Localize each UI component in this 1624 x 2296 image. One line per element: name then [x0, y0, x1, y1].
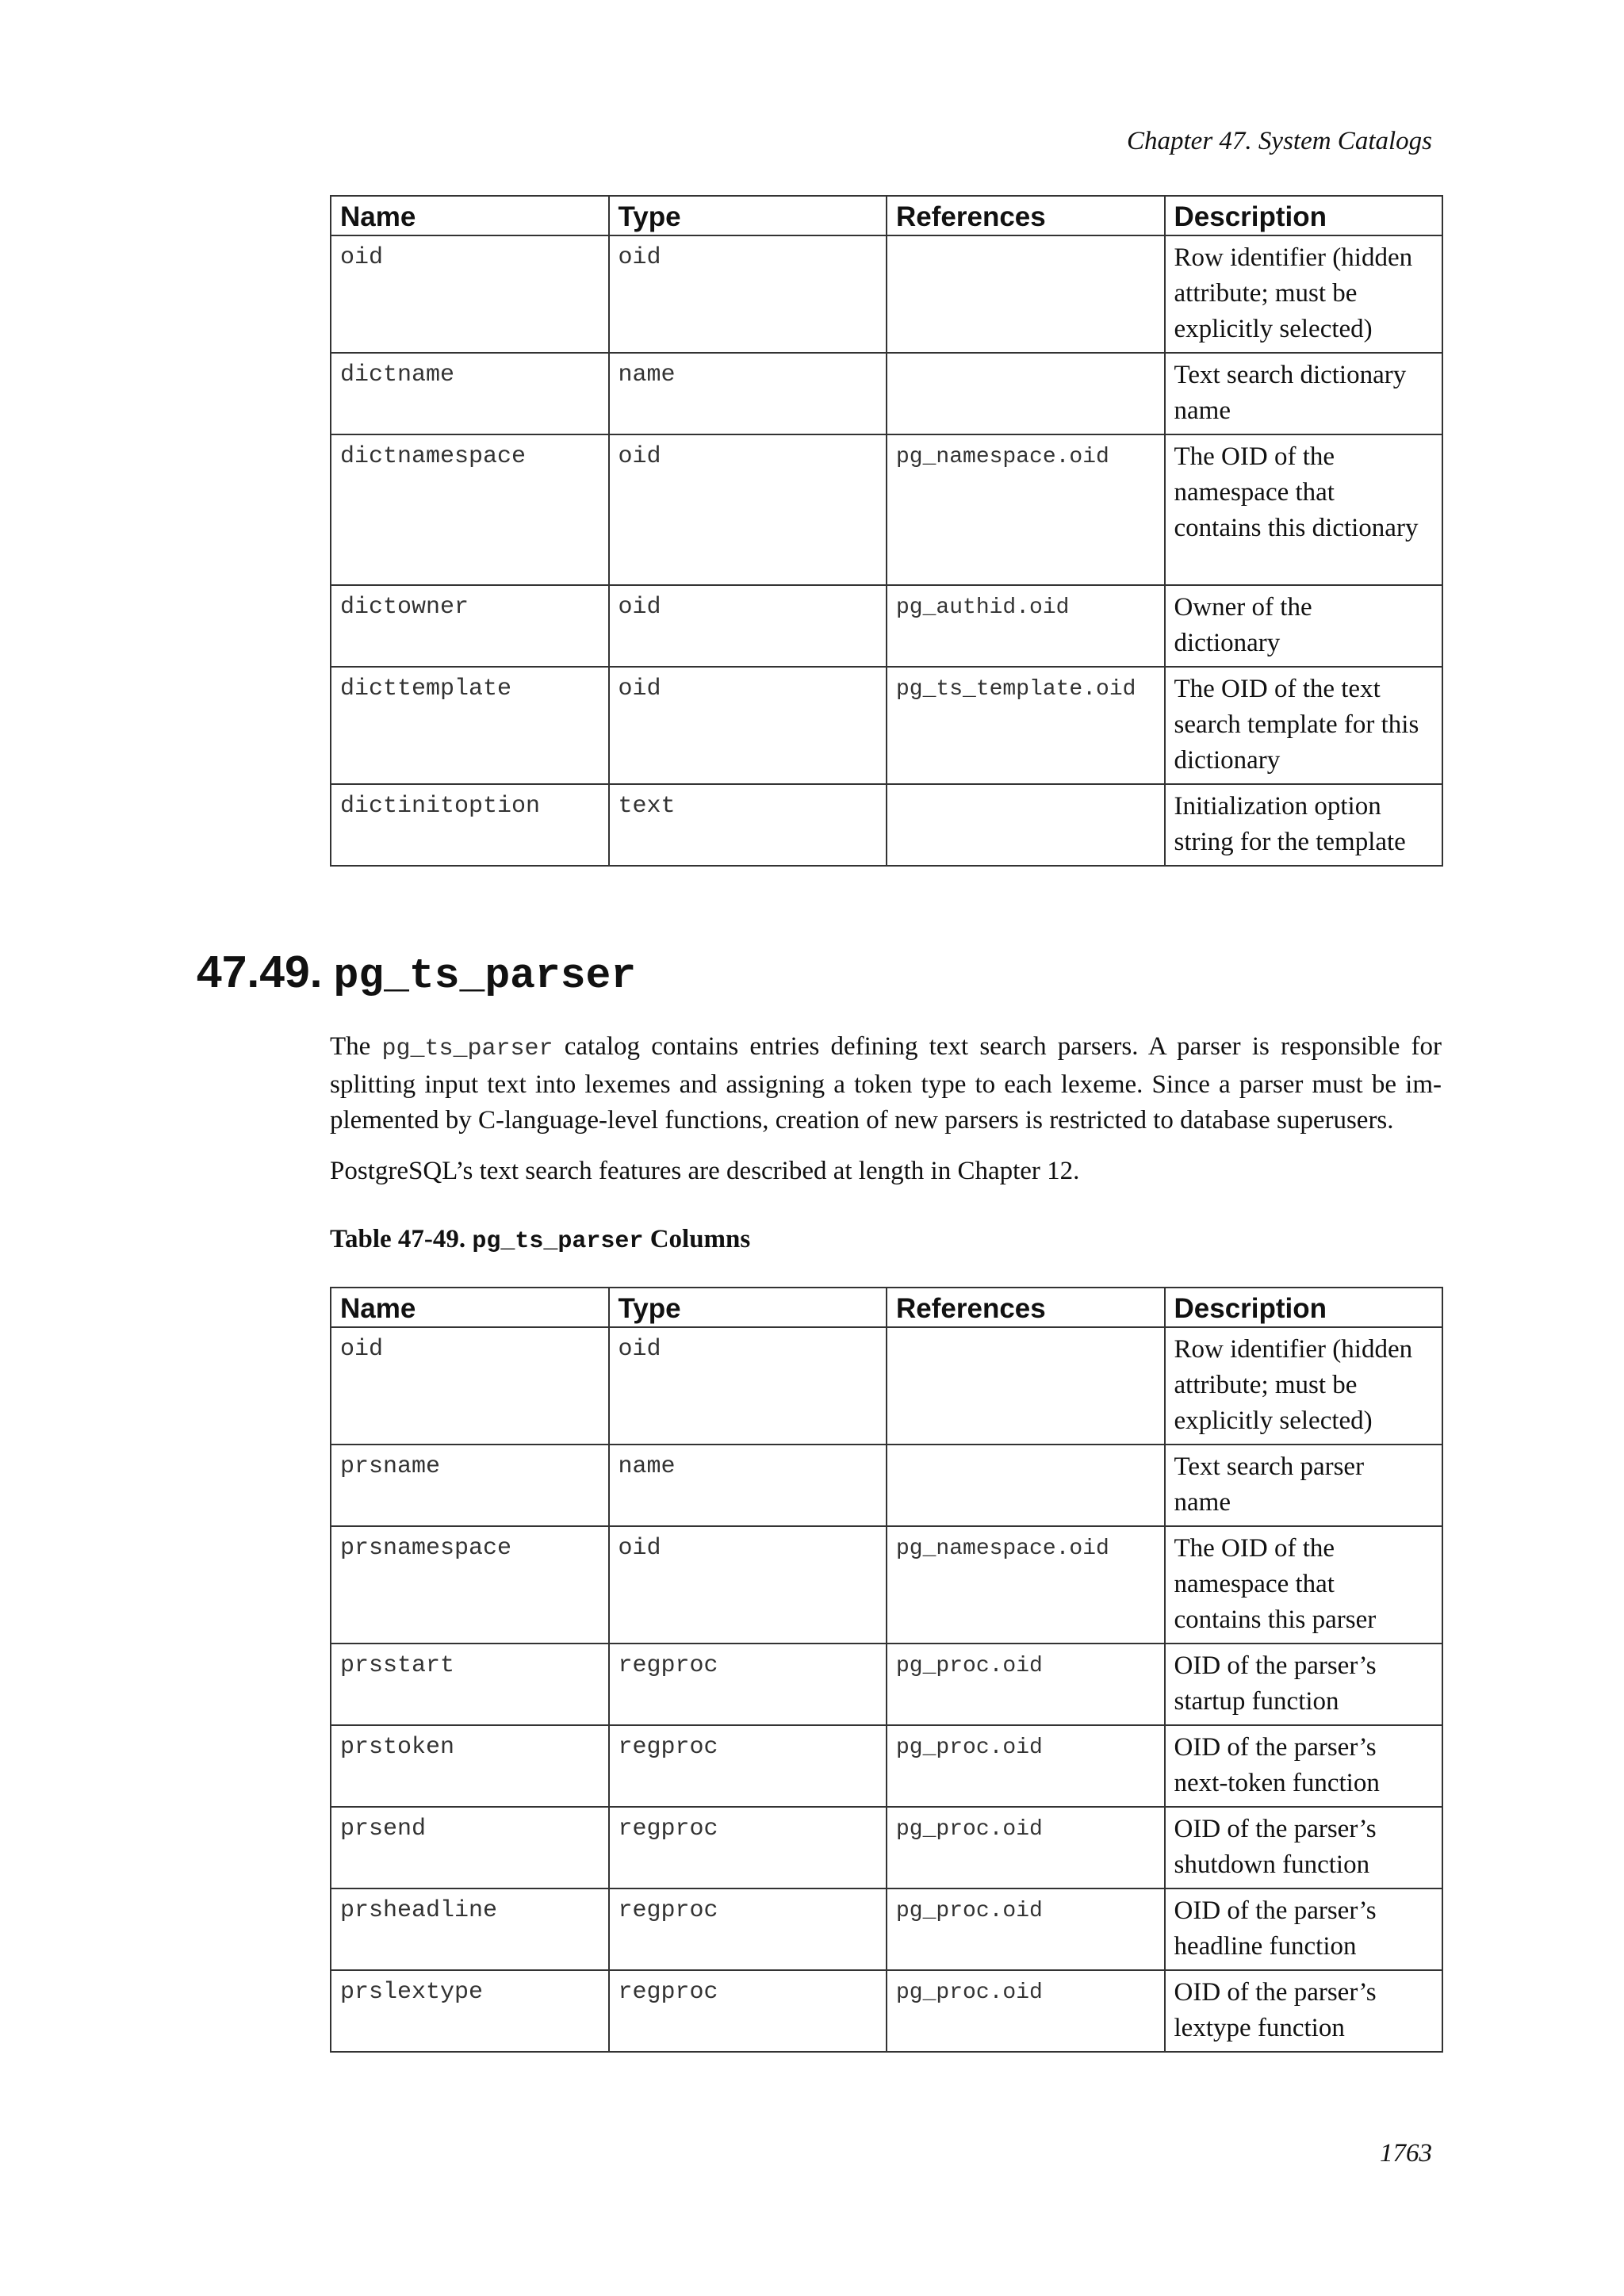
table-row [331, 235, 1442, 353]
cell-type: text [609, 784, 887, 866]
cell-references [887, 235, 1165, 353]
cell-name: prsname [331, 1445, 609, 1526]
cell-description: OID of the parser’s shutdown function [1165, 1807, 1443, 1888]
cell-type: oid [609, 235, 887, 353]
cell-name: dictowner [331, 585, 609, 667]
section-heading [197, 946, 636, 1000]
cell-description: OID of the parser’s startup function [1165, 1644, 1443, 1725]
column-header-references: References [887, 196, 1165, 235]
intro-text: catalog contains entries defining text search parsers. A parser is responsible for [553, 1032, 1442, 1061]
cell-type: oid [609, 585, 887, 667]
cell-references: pg_namespace.oid [887, 434, 1165, 585]
table-row [331, 667, 1442, 784]
features-paragraph: PostgreSQL’s text search features are described at length in Chapter 12. [330, 1157, 1080, 1185]
column-header-name: Name [331, 196, 609, 235]
table-row [331, 1970, 1442, 2052]
cell-type: regproc [609, 1888, 887, 1970]
cell-description: Row identifier (hidden attribute; must be explicitly selected) [1165, 1327, 1443, 1445]
table-row [331, 784, 1442, 866]
cell-name: oid [331, 235, 609, 353]
cell-name: oid [331, 1327, 609, 1445]
cell-references [887, 1327, 1165, 1445]
cell-references [887, 784, 1165, 866]
column-header-references: References [887, 1288, 1165, 1327]
table-caption: Table 47-49. pg_ts_parser Columns [330, 1225, 751, 1255]
cell-references: pg_authid.oid [887, 585, 1165, 667]
inline-code: pg_ts_parser [381, 1035, 553, 1062]
cell-type: oid [609, 1526, 887, 1644]
running-header: Chapter 47. System Catalogs [1127, 127, 1432, 155]
cell-references: pg_proc.oid [887, 1970, 1165, 2052]
table-row [331, 1445, 1442, 1526]
cell-description: The OID of the text search template for this dictionary [1165, 667, 1443, 784]
cell-references: pg_proc.oid [887, 1807, 1165, 1888]
cell-type: regproc [609, 1970, 887, 2052]
cell-description: The OID of the namespace that contains this parser [1165, 1526, 1443, 1644]
table-header-row [331, 1288, 1442, 1327]
cell-type: oid [609, 434, 887, 585]
table-row [331, 353, 1442, 434]
cell-description: OID of the parser’s headline function [1165, 1888, 1443, 1970]
cell-name: prslextype [331, 1970, 609, 2052]
cell-name: prsnamespace [331, 1526, 609, 1644]
cell-description: Owner of the dictionary [1165, 585, 1443, 667]
column-header-description: Description [1165, 196, 1443, 235]
cell-type: name [609, 1445, 887, 1526]
cell-description: OID of the parser’s lextype function [1165, 1970, 1443, 2052]
cell-name: prsend [331, 1807, 609, 1888]
cell-references [887, 1445, 1165, 1526]
table-row [331, 1644, 1442, 1725]
cell-name: prsstart [331, 1644, 609, 1725]
cell-name: dictnamespace [331, 434, 609, 585]
table-header-row [331, 196, 1442, 235]
cell-type: regproc [609, 1725, 887, 1807]
column-header-name: Name [331, 1288, 609, 1327]
cell-references: pg_proc.oid [887, 1888, 1165, 1970]
table-row [331, 1327, 1442, 1445]
cell-description: Initialization option string for the template [1165, 784, 1443, 866]
column-header-description: Description [1165, 1288, 1443, 1327]
intro-text: plemented by C-language-level functions, creation of new parsers is restricted to database superusers. [330, 1106, 1394, 1135]
cell-type: oid [609, 667, 887, 784]
cell-name: dicttemplate [331, 667, 609, 784]
cell-references: pg_proc.oid [887, 1644, 1165, 1725]
cell-type: regproc [609, 1644, 887, 1725]
cell-name: prsheadline [331, 1888, 609, 1970]
cell-description: Row identifier (hidden attribute; must be explicitly selected) [1165, 235, 1443, 353]
cell-references [887, 353, 1165, 434]
table-row [331, 1807, 1442, 1888]
intro-text: The [330, 1032, 382, 1061]
intro-text: splitting input text into lexemes and assigning a token type to each lexeme. Since a parser must be im- [330, 1070, 1442, 1099]
column-header-type: Type [609, 196, 887, 235]
cell-description: Text search dictionary name [1165, 353, 1443, 434]
column-header-type: Type [609, 1288, 887, 1327]
page-number: 1763 [1380, 2139, 1432, 2168]
cell-name: dictname [331, 353, 609, 434]
intro-paragraph [330, 1029, 1442, 1138]
cell-description: OID of the parser’s next-token function [1165, 1725, 1443, 1807]
cell-type: name [609, 353, 887, 434]
section-title: pg_ts_parser [333, 952, 637, 1000]
cell-description: Text search parser name [1165, 1445, 1443, 1526]
parser-columns-table [330, 1287, 1443, 2053]
section-number: 47.49. [197, 947, 323, 997]
cell-references: pg_ts_template.oid [887, 667, 1165, 784]
table-row [331, 1725, 1442, 1807]
cell-references: pg_proc.oid [887, 1725, 1165, 1807]
table-row [331, 1888, 1442, 1970]
cell-name: dictinitoption [331, 784, 609, 866]
table-row [331, 434, 1442, 585]
table-row [331, 1526, 1442, 1644]
cell-name: prstoken [331, 1725, 609, 1807]
cell-description: The OID of the namespace that contains this dictionary [1165, 434, 1443, 585]
cell-type: oid [609, 1327, 887, 1445]
cell-references: pg_namespace.oid [887, 1526, 1165, 1644]
table-row [331, 585, 1442, 667]
cell-type: regproc [609, 1807, 887, 1888]
dictionary-columns-table [330, 195, 1443, 867]
